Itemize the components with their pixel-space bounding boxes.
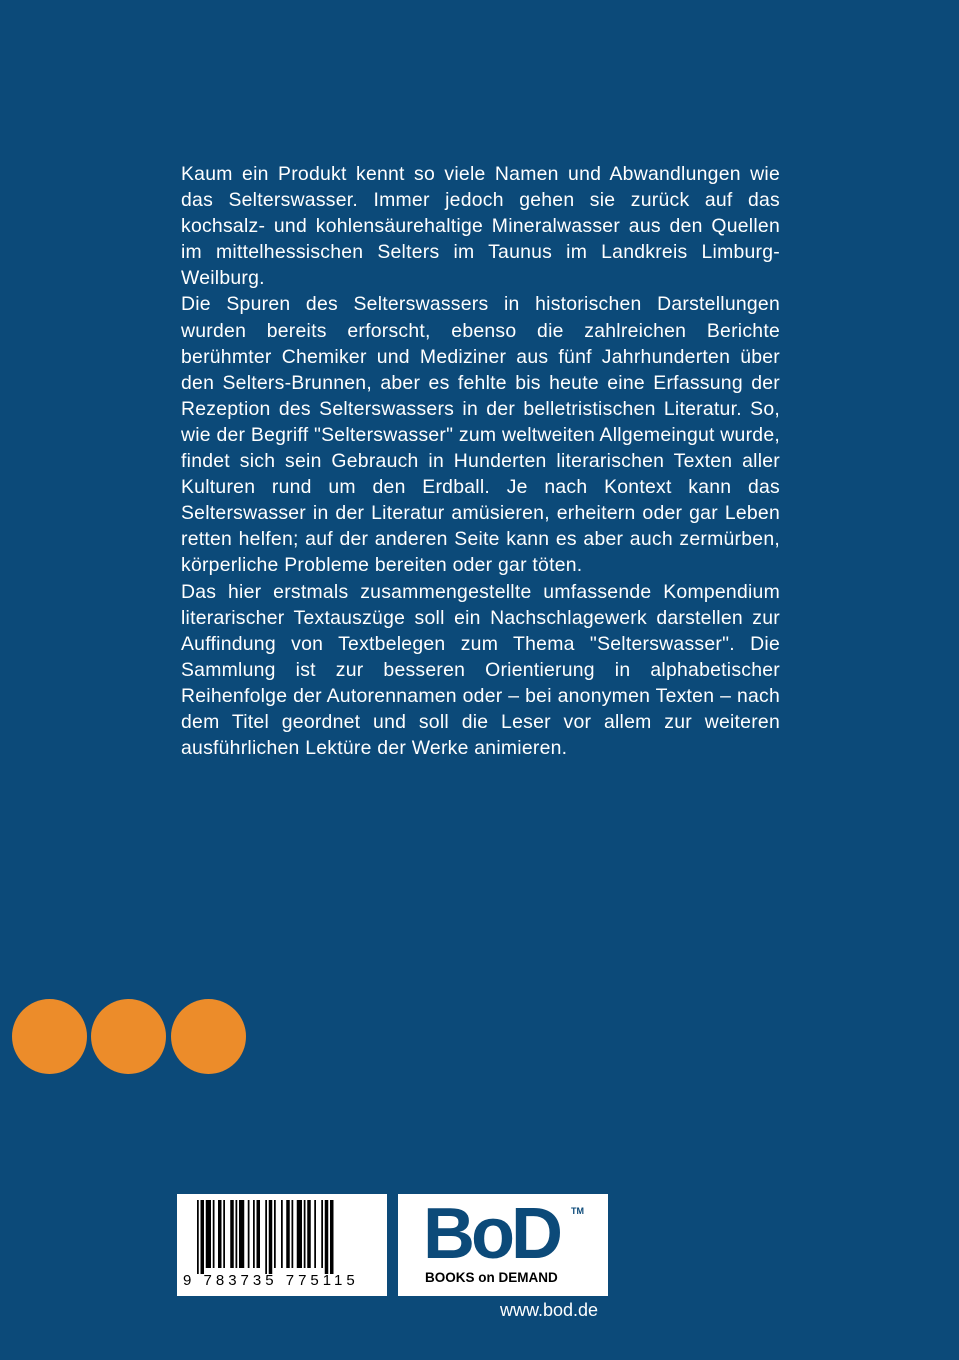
orange-dot bbox=[171, 999, 246, 1074]
barcode-bar bbox=[314, 1200, 316, 1268]
bod-logo: BoD bbox=[423, 1194, 559, 1274]
publisher-tagline: BOOKS on DEMAND bbox=[425, 1270, 558, 1285]
barcode-bar bbox=[304, 1200, 306, 1268]
barcode-bar bbox=[330, 1200, 334, 1274]
barcode-bar bbox=[274, 1200, 276, 1268]
barcode-bar bbox=[253, 1200, 255, 1268]
barcode-bar bbox=[265, 1200, 267, 1274]
orange-dot bbox=[12, 999, 87, 1074]
publisher-website[interactable]: www.bod.de bbox=[500, 1300, 599, 1320]
barcode-bar bbox=[218, 1200, 222, 1268]
barcode-bar bbox=[248, 1200, 250, 1268]
barcode-bar bbox=[269, 1200, 273, 1274]
barcode-digits: 9 783735 775115 bbox=[183, 1272, 359, 1289]
decorative-dots bbox=[12, 999, 248, 1075]
barcode-bar bbox=[223, 1200, 225, 1268]
barcode-bar bbox=[201, 1200, 205, 1274]
barcode-bar bbox=[236, 1200, 238, 1268]
barcode-bar bbox=[230, 1200, 234, 1268]
barcode-bar bbox=[257, 1200, 261, 1268]
barcode-bar bbox=[321, 1200, 323, 1268]
isbn-barcode bbox=[177, 1194, 387, 1296]
barcode-bar bbox=[206, 1200, 211, 1268]
blurb-paragraph-1: Kaum ein Produkt kennt so viele Namen und Abwandlungen wie das Selterswasser. Immer jedoch gehen sie zurück auf das kochsalz- und kohlensäurehaltige Mineralwasser aus den Quellen im mittelhessischen Selters im Taunus im Landkreis Limburg-Weilburg. bbox=[181, 163, 780, 290]
barcode-bar bbox=[292, 1200, 294, 1268]
barcode-bar bbox=[281, 1200, 283, 1268]
barcode-bar bbox=[307, 1200, 311, 1268]
barcode-bar bbox=[297, 1200, 302, 1268]
barcode-bar bbox=[325, 1200, 329, 1274]
orange-dot bbox=[91, 999, 166, 1074]
barcode-bar bbox=[286, 1200, 290, 1268]
barcode-bar bbox=[239, 1200, 244, 1268]
publisher-logo bbox=[398, 1194, 608, 1296]
barcode-bars bbox=[197, 1200, 375, 1274]
trademark-mark: TM bbox=[571, 1206, 584, 1216]
barcode-bar bbox=[213, 1200, 215, 1268]
blurb-paragraph-3: Das hier erstmals zusammengestellte umfassende Kompendium literarischer Textauszüge soll ein Nachschlagewerk darstellen zur Auffindung von Textbelegen zum Thema "Selterswasser". Die Sammlung ist zur besseren Orientierung in alphabetischer Reihenfolge der Autorennamen oder – bei anonymen Texten – nach dem Titel geordnet und soll die Leser vor allem zur weiteren ausführlichen Lektüre der Werke animieren. bbox=[181, 580, 780, 760]
blurb-paragraph-2: Die Spuren des Selterswassers in historischen Darstellungen wurden bereits erforscht, ebenso die zahlreichen Berichte berühmter Chemiker und Mediziner aus fünf Jahrhunderten über den Selters-Brunnen, aber es fehlte bis heute eine Erfassung der Rezeption des Selterswassers in der belletristischen Literatur. So, wie der Begriff "Selterswasser" zum weltweiten Allgemeingut wurde, findet sich sein Gebrauch in Hunderten literarischen Texten aller Kulturen rund um den Erdball. Je nach Kontext kann das Selterswasser in der Literatur amüsieren, erheitern oder gar Leben retten helfen; auf der anderen Seite kann es aber auch zermürben, körperliche Probleme bereiten oder gar töten. bbox=[181, 293, 780, 577]
back-cover-blurb bbox=[181, 161, 780, 761]
barcode-bar bbox=[197, 1200, 199, 1274]
